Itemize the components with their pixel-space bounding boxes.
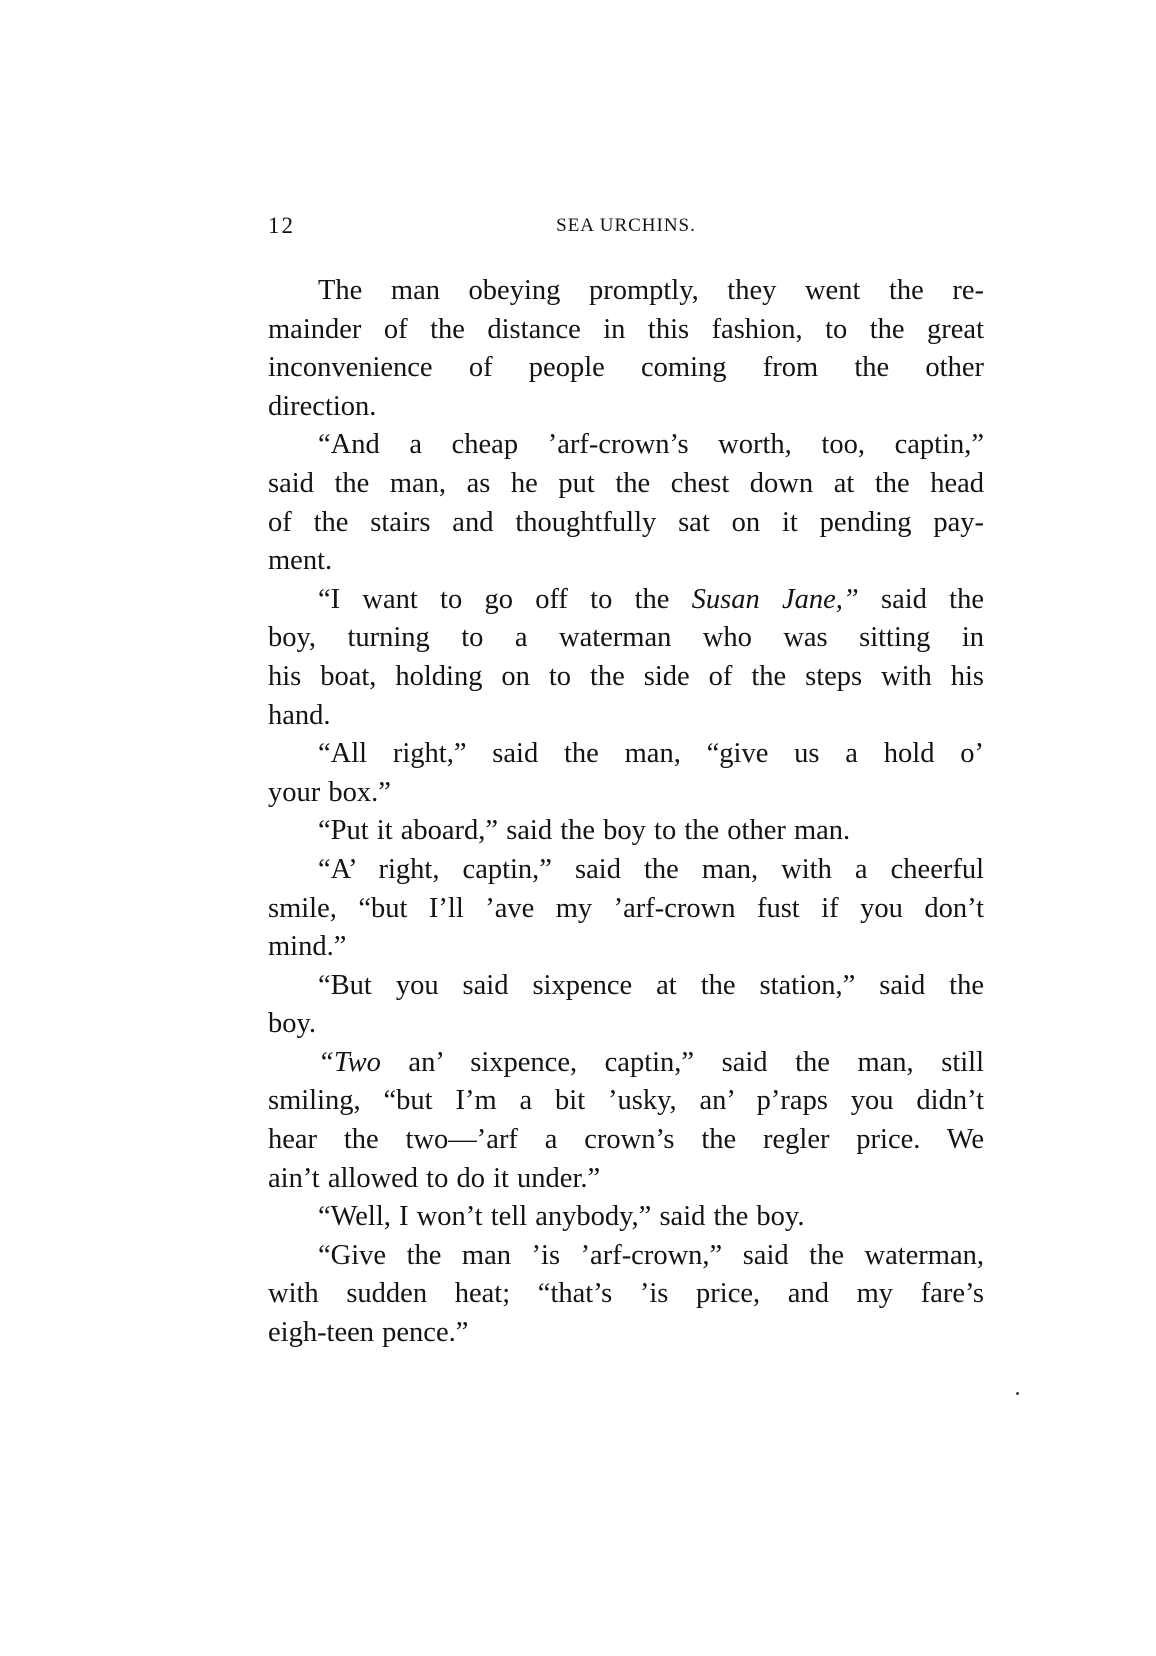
text-line: ain’t allowed to do it under.” bbox=[268, 1162, 601, 1194]
ship-name: Susan Jane,” bbox=[691, 583, 859, 615]
text-line: your box.” bbox=[268, 776, 391, 808]
text-line: inconvenience of people coming from the other bbox=[268, 352, 984, 384]
paragraph bbox=[268, 967, 984, 1044]
print-speck bbox=[1016, 1392, 1019, 1395]
text-line: hand. bbox=[268, 699, 331, 731]
text-line: his boat, holding on to the side of the steps with his bbox=[268, 660, 984, 692]
paragraph bbox=[268, 735, 984, 812]
text-line: “All right,” said the man, “give us a hold o’ bbox=[318, 738, 984, 770]
text-line: of the stairs and thoughtfully sat on it pending pay- bbox=[268, 506, 984, 538]
text-line: smile, “but I’ll ’ave my ’arf-crown fust if you don’t bbox=[268, 892, 984, 924]
paragraph bbox=[268, 1198, 984, 1237]
text-line: “But you said sixpence at the station,” said the bbox=[318, 969, 984, 1001]
text-line: mind.” bbox=[268, 931, 347, 963]
text-line bbox=[268, 1044, 984, 1083]
text-run: “I want to go off to the bbox=[318, 583, 692, 615]
paragraph bbox=[268, 1044, 984, 1198]
running-title: SEA URCHINS. bbox=[556, 215, 696, 236]
text-line: “A’ right, captin,” said the man, with a cheerful bbox=[318, 853, 984, 885]
text-line: boy, turning to a waterman who was sitting in bbox=[268, 622, 984, 654]
text-run: an’ sixpence, captin,” said the man, still bbox=[380, 1046, 984, 1078]
text-line: “Give the man ’is ’arf-crown,” said the waterman, bbox=[318, 1239, 984, 1271]
text-line: mainder of the distance in this fashion, to the great bbox=[268, 313, 984, 345]
paragraph bbox=[268, 812, 984, 851]
text-line: The man obeying promptly, they went the re- bbox=[318, 275, 984, 306]
text-line: said the man, as he put the chest down at the head bbox=[268, 467, 984, 499]
text-line: eigh-teen pence.” bbox=[268, 1317, 469, 1349]
paragraph bbox=[268, 1237, 984, 1353]
running-head bbox=[268, 213, 984, 243]
paragraph bbox=[268, 426, 984, 580]
text-line: direction. bbox=[268, 390, 377, 422]
emphasis: “Two bbox=[318, 1046, 381, 1078]
text-line: “Put it aboard,” said the boy to the other man. bbox=[318, 815, 851, 847]
text-line: smiling, “but I’m a bit ’usky, an’ p’raps you didn’t bbox=[268, 1085, 984, 1117]
paragraph bbox=[268, 272, 984, 426]
text-line: with sudden heat; “that’s ’is price, and my fare’s bbox=[268, 1278, 984, 1310]
text-line: ment. bbox=[268, 545, 333, 577]
text-line: hear the two—’arf a crown’s the regler price. We bbox=[268, 1124, 984, 1156]
text-run: said the bbox=[858, 583, 984, 615]
text-line: boy. bbox=[268, 1008, 317, 1040]
text-line: “Well, I won’t tell anybody,” said the boy. bbox=[318, 1201, 805, 1233]
page-number: 12 bbox=[268, 213, 295, 238]
paragraph bbox=[268, 581, 984, 735]
text-line bbox=[268, 581, 984, 620]
text-line: “And a cheap ’arf-crown’s worth, too, captin,” bbox=[318, 429, 984, 461]
paragraph bbox=[268, 851, 984, 967]
body-text bbox=[268, 272, 984, 1353]
